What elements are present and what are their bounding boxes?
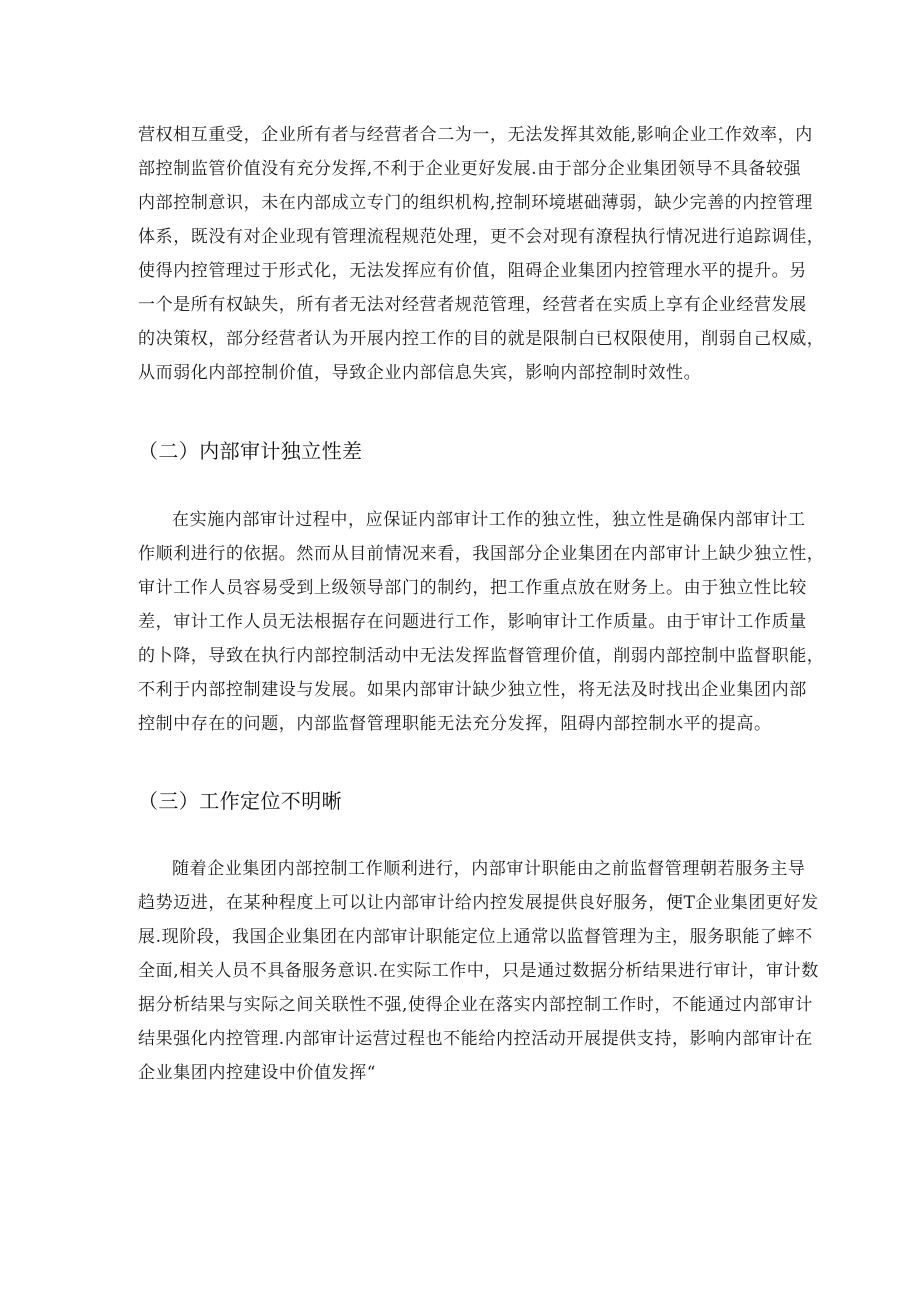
paragraph-line: 在实施内部审计过程中，应保证内部审计工作的独立性，独立性是确保内部审计工 (172, 510, 806, 530)
paragraph-line: 全面,相关人员不具备服务意识.在实际工作中，只是通过数据分析结果进行审计，审计数 (138, 961, 819, 981)
paragraph-line: 体系，既没有对企业现有管理流程规范处理，更不会对现有潦程执行情况进行追踪调佳， (138, 227, 825, 247)
paragraph-line: 一个是所有权缺失，所有者无法对经营者规范管理，经营者在实质上享有企业经营发展 (138, 295, 807, 315)
paragraph-line: 的决策权，部分经营者认为开展内控工作的目的就是限制白已权限使用，削弱自己权威， (138, 329, 825, 349)
paragraph-line: 营权相互重受，企业所有者与经营者合二为一，无法发挥其效能,影响企业工作效率，内 (138, 125, 813, 145)
paragraph-line: 作顺利进行的依据。然而从目前情况来看，我国部分企业集团在内部审计上缺少独立性， (138, 544, 825, 564)
paragraph-line: 的卜降，导致在执行内部控制活动中无法发挥监督管理价值，削弱内部控制中监督职能， (138, 646, 825, 666)
paragraph-line: 部控制监管价值没有充分发挥,不利于企业更好发展.由于部分企业集团领导不具备较强 (138, 159, 802, 179)
paragraph-line: 差，审计工作人员无法根据存在问题进行工作，影响审计工作质量。由于审计工作质量 (138, 612, 807, 632)
paragraph-line: 企业集团内控建设中价值发挥“ (138, 1063, 377, 1083)
paragraph-line: 随着企业集团内部控制工作顺利进行，内部审计职能由之前监督管理朝若服务主导 (172, 859, 806, 879)
paragraph-line: 据分析结果与实际之间关联性不强,使得企业在落实内部控制工作时，不能通过内部审计 (138, 995, 813, 1015)
section-heading-work-positioning: （三）工作定位不明晰 (138, 789, 342, 813)
paragraph-line: 审计工作人员容易受到上级领导部门的制约，把工作重点放在财务上。由于独立性比较 (138, 578, 807, 598)
paragraph-line: 控制中存在的问题，内部监督管理职能无法充分发挥，阻碍内部控制水平的提高。 (138, 714, 772, 734)
paragraph-line: 结果强化内控管理.内部审计运营过程也不能给内控活动开展提供支持，影响内部审计在 (138, 1029, 813, 1049)
paragraph-line: 展.现阶段，我国企业集团在内部审计职能定位上通常以监督管理为主，服务职能了蟀不 (138, 927, 813, 947)
paragraph-line: 从而弱化内部控制价值，导致企业内部信息失宾，影响内部控制时效性。 (138, 363, 702, 383)
section-heading-audit-independence: （二）内部审计独立性差 (138, 439, 363, 463)
paragraph-line: 趋势迈进，在某种程度上可以让内部审计给内控发展提供良好服务，便T企业集团更好发 (138, 893, 819, 913)
paragraph-line: 内部控制意识，未在内部成立专门的组织机构,控制环境堪础薄弱，缺少完善的内控管理 (138, 193, 813, 213)
paragraph-line: 使得内控管理过于形式化，无法发挥应有价值，阻碍企业集团内控管理水平的提升。另 (138, 261, 807, 281)
paragraph-line: 不利于内部控制建设与发展。如果内部审计缺少独立性，将无法及时找出企业集团内部 (138, 680, 807, 700)
